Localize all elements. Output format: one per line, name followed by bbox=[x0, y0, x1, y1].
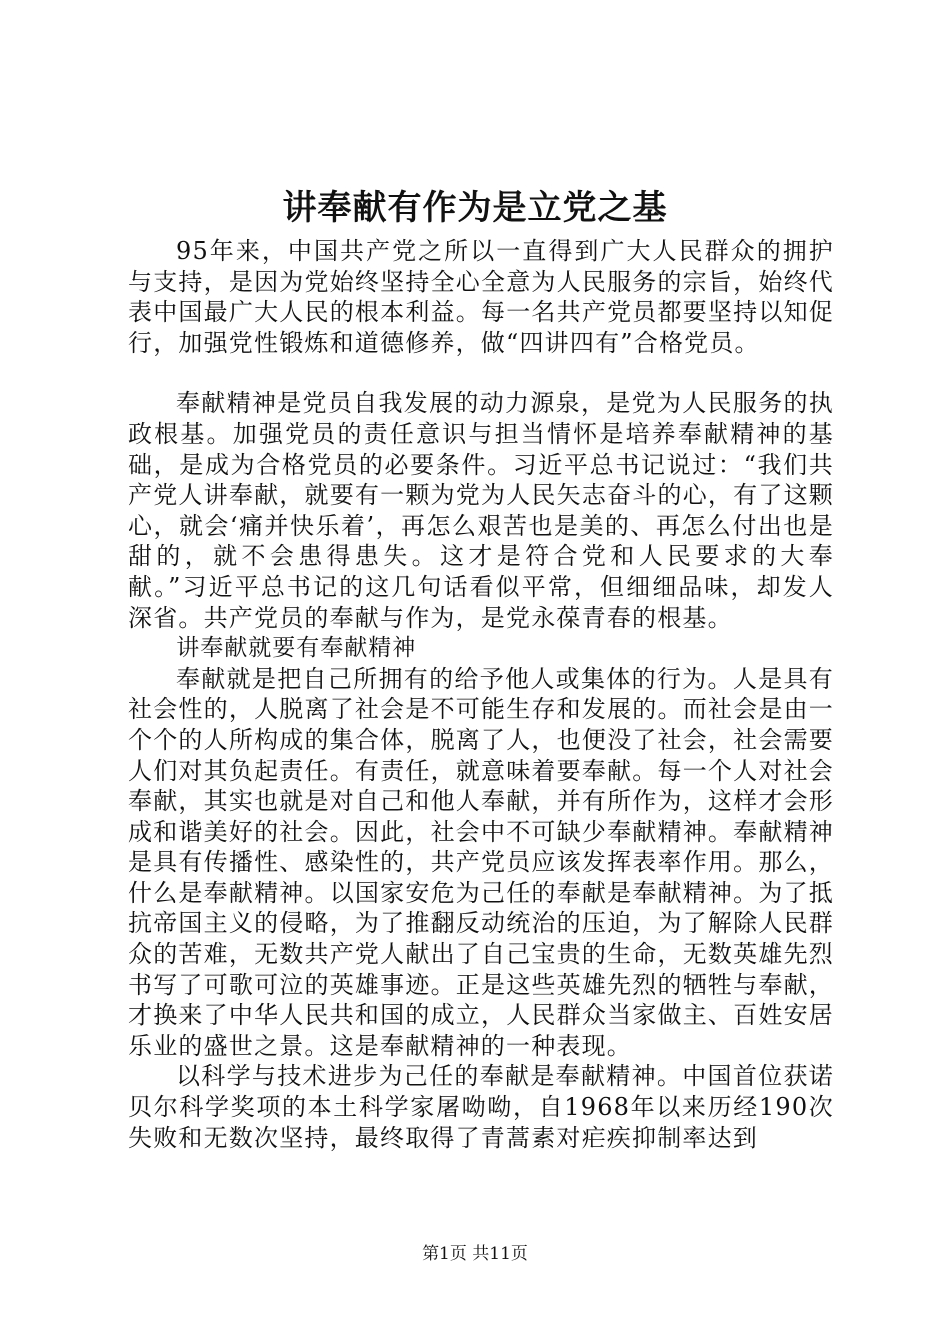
paragraph-science-dedication: 以科学与技术进步为己任的奉献是奉献精神。中国首位获诺贝尔科学奖项的本土科学家屠呦呦，自1968年以来历经190次失败和无数次坚持，最终取得了青蒿素对疟疾抑制率达到 bbox=[128, 1062, 834, 1152]
paragraph-spacer bbox=[128, 358, 834, 388]
page-footer: 第1页 共11页 bbox=[422, 1244, 528, 1264]
document-title: 讲奉献有作为是立党之基 bbox=[282, 188, 668, 228]
section-heading: 讲奉献就要有奉献精神 bbox=[176, 635, 417, 662]
paragraph-dedication-spirit: 奉献精神是党员自我发展的动力源泉，是党为人民服务的执政根基。加强党员的责任意识与担当情怀是培养奉献精神的基础，是成为合格党员的必要条件。习近平总书记说过：“我们共产党人讲奉献，就要有一颗为党为人民矢志奋斗的心，有了这颗心，就会‘痛并快乐着’，再怎么艰苦也是美的、再怎么付出也是甜的，就不会患得患失。这才是符合党和人民要求的大奉献。”习近平总书记的这几句话看似平常，但细细品味，却发人深省。共产党员的奉献与作为，是党永葆青春的根基。 bbox=[128, 389, 834, 632]
paragraph-dedication-definition: 奉献就是把自己所拥有的给予他人或集体的行为。人是具有社会性的，人脱离了社会是不可能生存和发展的。而社会是由一个个的人所构成的集合体，脱离了人，也便没了社会，社会需要人们对其负起责任。有责任，就意味着要奉献。每一个人对社会奉献，其实也就是对自己和他人奉献，并有所作为，这样才会形成和谐美好的社会。因此，社会中不可缺少奉献精神。奉献精神是具有传播性、感染性的，共产党员应该发挥表率作用。那么，什么是奉献精神。以国家安危为己任的奉献是奉献精神。为了抵抗帝国主义的侵略，为了推翻反动统治的压迫，为了解除人民群众的苦难，无数共产党人献出了自己宝贵的生命，无数英雄先烈书写了可歌可泣的英雄事迹。正是这些英雄先烈的牺牲与奉献，才换来了中华人民共和国的成立，人民群众当家做主、百姓安居乐业的盛世之景。这是奉献精神的一种表现。 bbox=[128, 664, 834, 1060]
document-body bbox=[128, 236, 834, 1153]
paragraph-intro: 95年来，中国共产党之所以一直得到广大人民群众的拥护与支持，是因为党始终坚持全心全意为人民服务的宗旨，始终代表中国最广大人民的根本利益。每一名共产党员都要坚持以知促行，加强党性锻炼和道德修养，做“四讲四有”合格党员。 bbox=[128, 237, 834, 357]
